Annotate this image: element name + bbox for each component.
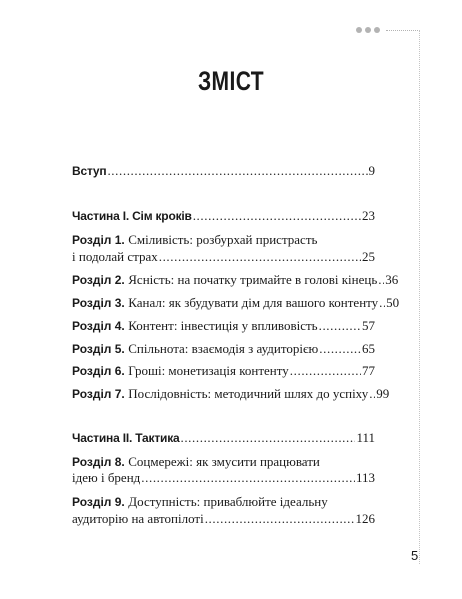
toc-title-cont: аудиторію на автопілоті [72, 511, 204, 526]
toc-entry-chapter-3[interactable] [72, 295, 400, 313]
decor-dot [374, 27, 380, 33]
toc-page-number: 9 [368, 163, 375, 178]
toc-label: Розділ 4. [72, 319, 125, 333]
toc-label: Розділ 5. [72, 342, 125, 356]
toc-page-number: 50 [386, 295, 400, 310]
toc-entry-chapter-9[interactable] [72, 494, 375, 512]
toc-entry-chapter-1-cont[interactable] [72, 249, 375, 267]
toc-title: Гроші: монетизація контенту [128, 363, 289, 378]
toc-page-number: 25 [362, 249, 375, 264]
toc-entry-part-1[interactable] [72, 208, 375, 226]
toc-entry-chapter-7[interactable] [72, 386, 390, 404]
toc-label: Розділ 1. [72, 233, 125, 247]
toc-leader-dots [180, 430, 355, 446]
toc-title: Послідовність: методичний шлях до успіху [128, 386, 369, 401]
toc-entry-chapter-5[interactable] [72, 341, 375, 359]
toc-label: Розділ 3. [72, 296, 125, 310]
toc-leader-dots [369, 386, 375, 402]
toc-leader-dots [107, 163, 367, 179]
toc-page-number: 111 [356, 430, 375, 445]
toc-label: Розділ 6. [72, 364, 125, 378]
toc-entry-chapter-8-cont[interactable] [72, 470, 375, 488]
toc-entry-chapter-4[interactable] [72, 318, 375, 336]
toc-label: Розділ 8. [72, 455, 125, 469]
decor-dot [356, 27, 362, 33]
toc-title: Сміливість: розбурхай пристрасть [128, 232, 318, 247]
toc-label: Розділ 2. [72, 273, 125, 287]
toc-leader-dots [319, 341, 361, 357]
toc-title: Ясність: на початку тримайте в голові кінець [128, 272, 378, 287]
toc-leader-dots [159, 249, 361, 265]
toc-title: Спільнота: взаємодія з аудиторією [128, 341, 319, 356]
toc-page-number: 36 [385, 272, 399, 287]
toc-title: Соцмережі: як змусити працювати [128, 454, 320, 469]
toc-page-number: 77 [362, 363, 375, 378]
margin-dotted-line [419, 30, 420, 564]
toc-label: Частина І. Сім кроків [72, 209, 192, 223]
toc-leader-dots [205, 511, 355, 527]
toc-page-number: 113 [355, 470, 375, 485]
toc-label: Розділ 9. [72, 495, 125, 509]
toc-page-number: 57 [362, 318, 375, 333]
toc-entry-part-2[interactable] [72, 430, 375, 448]
toc-title: Контент: інвестиція у впливовість [128, 318, 318, 333]
page-number: 5 [411, 548, 419, 563]
toc-leader-dots [290, 363, 361, 379]
decor-dotted-line [386, 30, 420, 31]
toc-entry-chapter-1[interactable] [72, 232, 375, 250]
toc-entry-chapter-9-cont[interactable] [72, 511, 375, 529]
toc-page-number: 99 [376, 386, 390, 401]
toc-page-number: 65 [362, 341, 375, 356]
toc-title-cont: ідею і бренд [72, 470, 141, 485]
toc-entry-intro[interactable] [72, 163, 375, 181]
toc-label: Розділ 7. [72, 387, 125, 401]
toc-title-cont: і подолай страх [72, 249, 158, 264]
toc-entry-chapter-6[interactable] [72, 363, 375, 381]
toc-leader-dots [379, 295, 385, 311]
toc-page-number: 23 [362, 208, 375, 223]
toc-title: Канал: як збудувати дім для вашого контенту [128, 295, 379, 310]
toc-leader-dots [378, 272, 384, 288]
toc-entry-chapter-2[interactable] [72, 272, 399, 290]
corner-decoration [356, 25, 420, 35]
toc-label: Частина ІІ. Тактика [72, 431, 180, 445]
toc-leader-dots [193, 208, 361, 224]
toc-leader-dots [141, 470, 355, 486]
page-title: ЗМІСТ [197, 66, 265, 96]
toc-title: Доступність: приваблюйте ідеальну [128, 494, 328, 509]
toc-leader-dots [319, 318, 361, 334]
decor-dot [365, 27, 371, 33]
toc-page-number: 126 [355, 511, 375, 526]
toc-label: Вступ [72, 164, 107, 178]
